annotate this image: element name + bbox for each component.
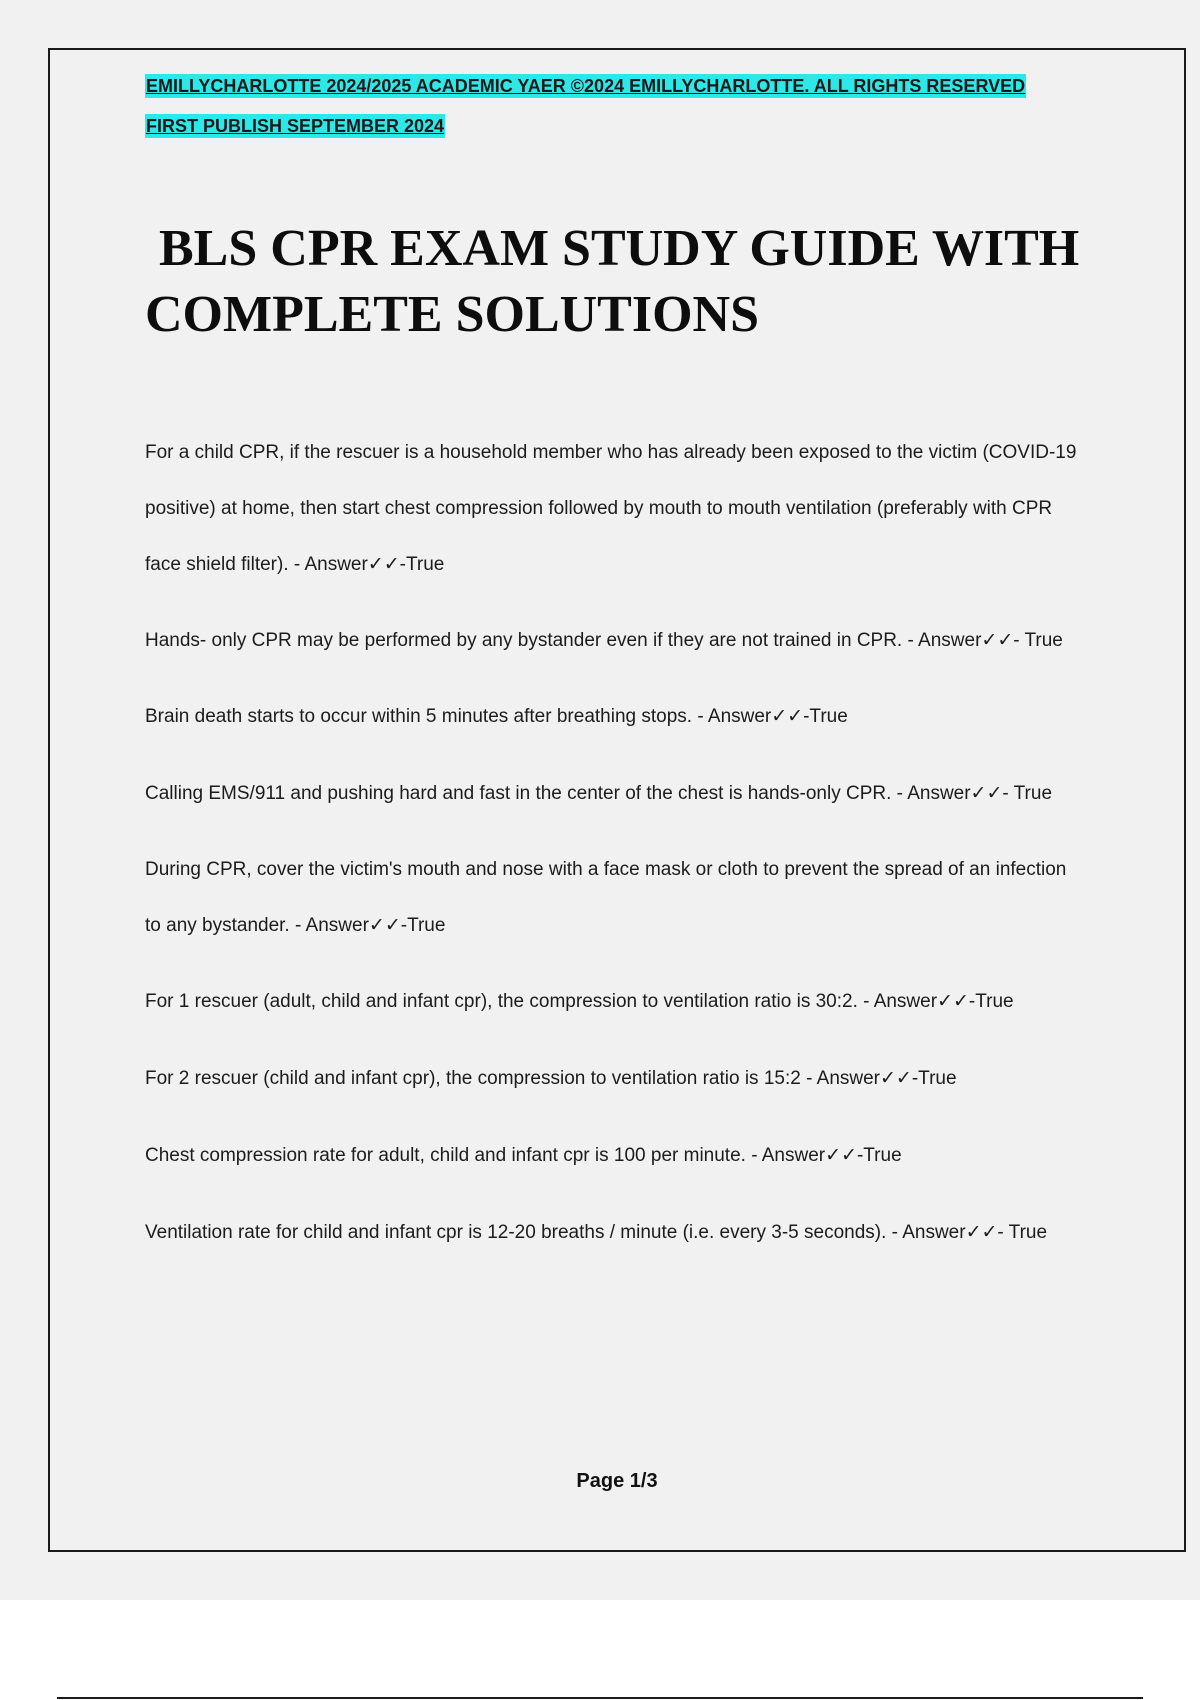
- list-item: For a child CPR, if the rescuer is a household member who has already been exposed to the victim (COVID-19 positive) at home, then start chest compression followed by mouth to mouth ventilation (preferably with CPR face shield filter). - Answer✓✓-True: [145, 442, 1077, 575]
- list-item: During CPR, cover the victim's mouth and nose with a face mask or cloth to prevent the spread of an infection to any bystander. - Answer✓✓-True: [145, 859, 1067, 936]
- publish-date-header: FIRST PUBLISH SEPTEMBER 2024: [146, 116, 445, 136]
- document-title-line-2: COMPLETE SOLUTIONS: [145, 286, 760, 343]
- next-page-divider: [57, 1697, 1143, 1699]
- list-item: For 1 rescuer (adult, child and infant cpr), the compression to ventilation ratio is 30:2. - Answer✓✓-True: [145, 991, 1014, 1012]
- list-item: For 2 rescuer (child and infant cpr), the compression to ventilation ratio is 15:2 - Answer✓✓-True: [145, 1068, 957, 1089]
- list-item: Hands- only CPR may be performed by any bystander even if they are not trained in CPR. - Answer✓✓- True: [145, 630, 1063, 651]
- question-answer-list: [145, 425, 1085, 1281]
- page-number: Page 1/3: [576, 1470, 658, 1492]
- document-title: [145, 216, 1105, 348]
- list-item: Brain death starts to occur within 5 minutes after breathing stops. - Answer✓✓-True: [145, 706, 848, 727]
- document-title-line-1: BLS CPR EXAM STUDY GUIDE WITH: [159, 220, 1080, 277]
- list-item: Calling EMS/911 and pushing hard and fast in the center of the chest is hands-only CPR. - Answer✓✓- True: [145, 783, 1053, 804]
- list-item: Chest compression rate for adult, child and infant cpr is 100 per minute. - Answer✓✓-True: [145, 1145, 902, 1166]
- list-item: Ventilation rate for child and infant cpr is 12-20 breaths / minute (i.e. every 3-5 seconds). - Answer✓✓- True: [145, 1222, 1048, 1243]
- copyright-header: EMILLYCHARLOTTE 2024/2025 ACADEMIC YAER ©2024 EMILLYCHARLOTTE. ALL RIGHTS RESERVED: [146, 76, 1026, 96]
